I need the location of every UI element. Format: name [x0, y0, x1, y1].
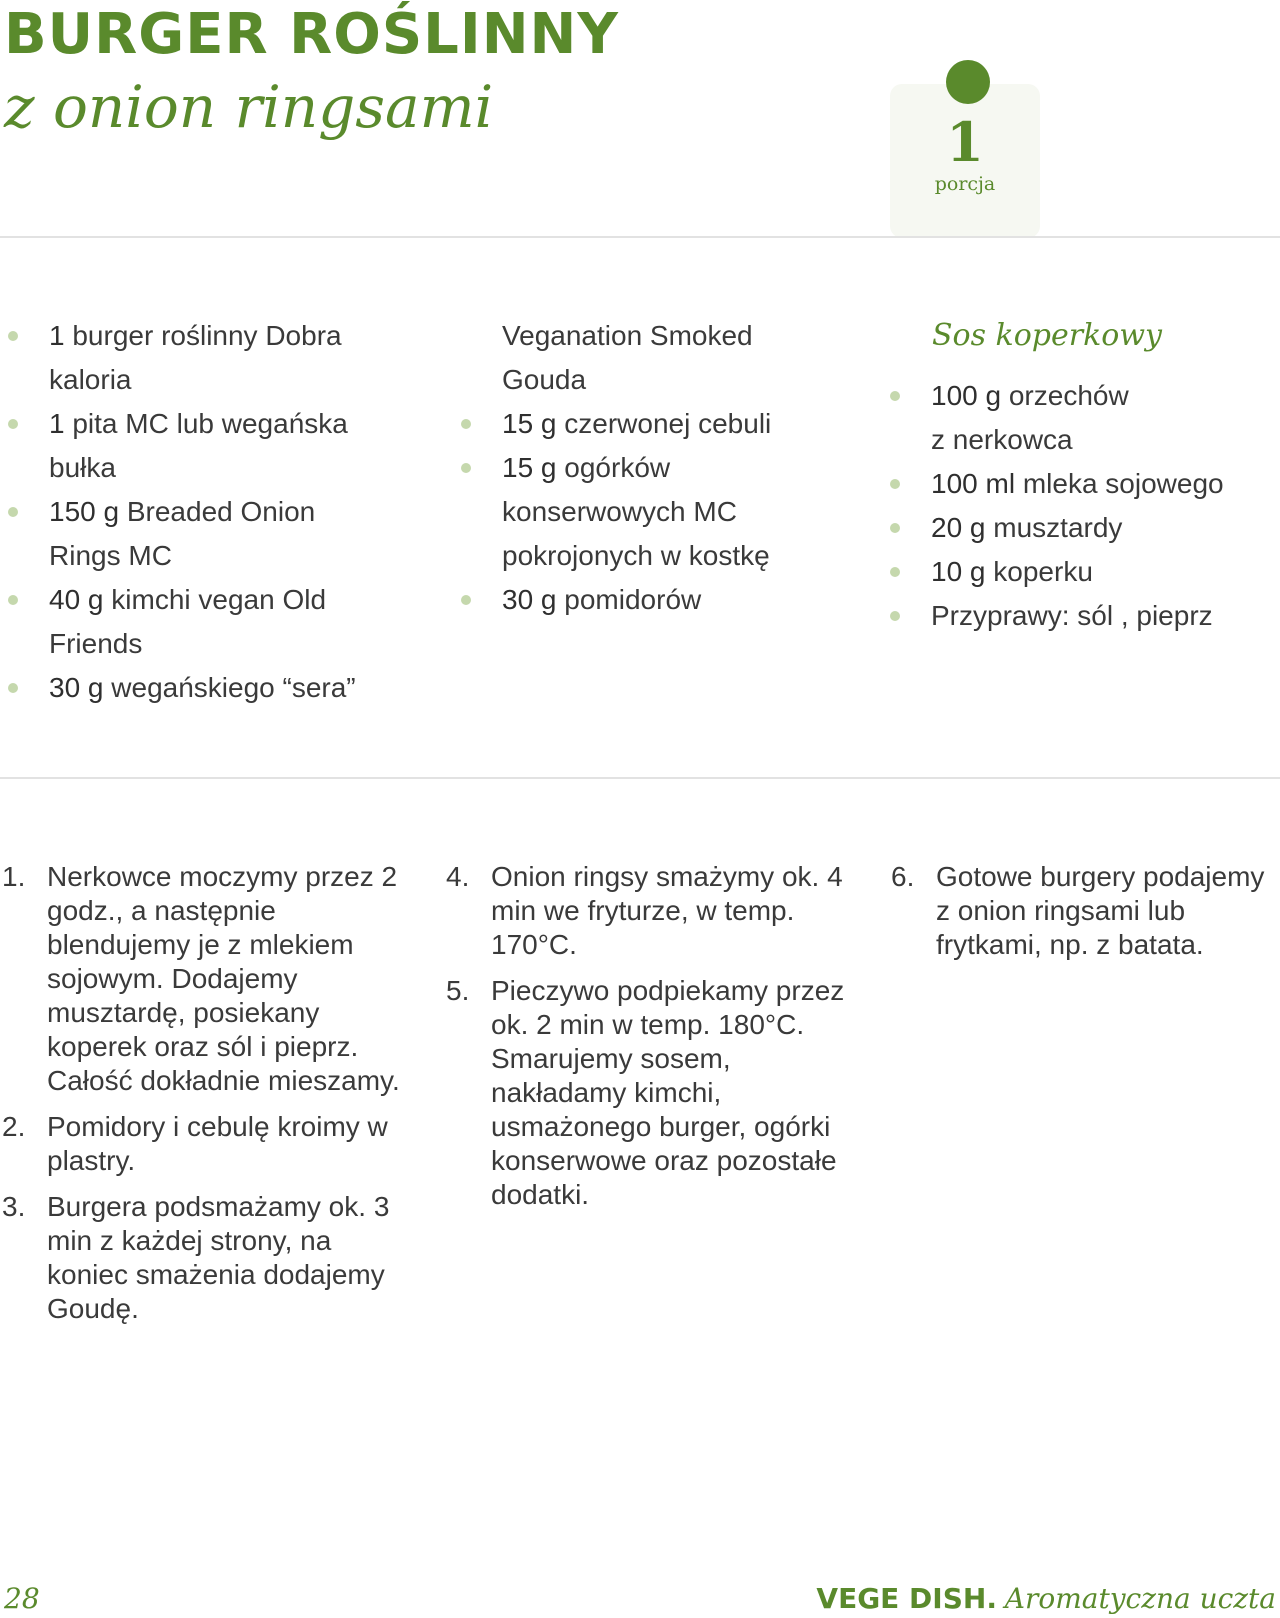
ingredient-qty: 100 g — [931, 380, 1002, 411]
ingredients-column-2 — [459, 314, 859, 622]
bullet-icon — [890, 391, 900, 401]
ingredient-item — [888, 462, 1278, 506]
servings-dot-icon — [946, 60, 990, 104]
step-number: 6. — [891, 861, 915, 892]
steps-column-2 — [446, 860, 846, 1224]
page-number: 28 — [4, 1582, 40, 1615]
bullet-icon — [890, 567, 900, 577]
servings-count: 1 — [946, 110, 984, 174]
ingredient-text: orzechów — [1001, 380, 1129, 411]
ingredient-item — [888, 550, 1278, 594]
ingredient-text: ogórków — [556, 452, 671, 483]
step-item — [446, 860, 846, 962]
ingredient-text: kimchi vegan Old — [103, 584, 327, 615]
bullet-icon — [890, 479, 900, 489]
ingredient-qty: 30 g — [49, 672, 104, 703]
step-text: Gotowe burgery podajemy z onion ringsami lub frytkami, np. z batata. — [936, 861, 1265, 960]
bullet-icon — [461, 419, 471, 429]
ingredient-item — [459, 578, 859, 622]
ingredient-text: pomidorów — [556, 584, 702, 615]
step-number: 2. — [2, 1111, 26, 1142]
ingredient-qty: 1 — [49, 320, 65, 351]
step-number: 4. — [446, 861, 470, 892]
ingredient-qty: 150 g — [49, 496, 120, 527]
step-number: 1. — [2, 861, 26, 892]
ingredient-qty: 10 g — [931, 556, 986, 587]
step-text: Burgera podsmażamy ok. 3 min z każdej strony, na koniec smażenia dodajemy Goudę. — [47, 1191, 390, 1324]
step-item — [446, 974, 846, 1212]
bullet-icon — [890, 523, 900, 533]
bullet-icon — [890, 611, 900, 621]
footer-brand — [816, 1582, 1276, 1615]
bullet-icon — [8, 595, 18, 605]
sauce-ingredients — [888, 374, 1278, 638]
step-item — [2, 1110, 402, 1178]
ingredient-text: koperku — [985, 556, 1093, 587]
section-divider — [0, 777, 1280, 779]
ingredient-text: mleka sojowego — [1015, 468, 1224, 499]
servings-label: porcja — [934, 173, 996, 195]
step-text: Onion ringsy smażymy ok. 4 min we fryturze, w temp. 170°C. — [491, 861, 843, 960]
ingredient-item — [888, 374, 1278, 418]
bullet-icon — [8, 683, 18, 693]
ingredients-column-1 — [6, 314, 406, 710]
ingredient-qty: 1 — [49, 408, 65, 439]
ingredient-item — [888, 594, 1278, 638]
ingredient-text: Breaded Onion — [119, 496, 316, 527]
bullet-icon — [8, 419, 18, 429]
recipe-title: BURGER ROŚLINNY — [4, 2, 619, 67]
ingredient-qty: 20 g — [931, 512, 986, 543]
ingredient-text: Przyprawy: sól , pieprz — [931, 600, 1213, 631]
ingredient-item — [6, 314, 406, 358]
ingredient-qty: 15 g — [502, 408, 557, 439]
ingredient-item — [459, 446, 859, 490]
step-item — [2, 860, 402, 1098]
ingredient-continuation: Veganation Smoked — [502, 320, 753, 351]
ingredient-item — [6, 402, 406, 446]
sauce-title: Sos koperkowy — [932, 318, 1162, 353]
ingredient-qty: 30 g — [502, 584, 557, 615]
step-item — [891, 860, 1271, 962]
ingredient-qty: 100 ml — [931, 468, 1016, 499]
top-divider — [0, 236, 1280, 238]
ingredient-continuation: Gouda — [502, 364, 587, 395]
ingredient-item — [6, 490, 406, 534]
ingredient-continuation: z nerkowca — [931, 424, 1073, 455]
step-text: Pomidory i cebulę kroimy w plastry. — [47, 1111, 388, 1176]
ingredient-continuation: kaloria — [49, 364, 132, 395]
bullet-icon — [461, 463, 471, 473]
bullet-icon — [8, 507, 18, 517]
ingredient-qty: 40 g — [49, 584, 104, 615]
steps-column-1 — [2, 860, 402, 1338]
ingredient-text: burger roślinny Dobra — [64, 320, 342, 351]
ingredient-qty: 15 g — [502, 452, 557, 483]
ingredient-item — [459, 402, 859, 446]
ingredient-item — [6, 578, 406, 622]
step-number: 3. — [2, 1191, 26, 1222]
brand-name: VEGE DISH. — [816, 1582, 997, 1615]
step-text: Pieczywo podpiekamy przez ok. 2 min w temp. 180°C. Smarujemy sosem, nakładamy kimchi, usmażonego burger, ogórki konserwowe oraz pozostałe dodatki. — [491, 975, 845, 1210]
brand-tagline: Aromatyczna uczta — [1004, 1582, 1276, 1615]
ingredient-text: wegańskiego “sera” — [103, 672, 356, 703]
bullet-icon — [8, 331, 18, 341]
ingredient-item — [888, 506, 1278, 550]
ingredient-continuation: Rings MC — [49, 540, 172, 571]
ingredient-text: pita MC lub wegańska — [64, 408, 348, 439]
ingredient-continuation: Friends — [49, 628, 143, 659]
recipe-subtitle: z onion ringsami — [4, 73, 494, 141]
ingredient-continuation: konserwowych MC — [502, 496, 737, 527]
bullet-icon — [461, 595, 471, 605]
ingredient-text: czerwonej cebuli — [556, 408, 772, 439]
ingredient-continuation: bułka — [49, 452, 116, 483]
step-text: Nerkowce moczymy przez 2 godz., a następnie blendujemy je z mlekiem sojowym. Dodajemy musztardę, posiekany koperek oraz sól i pieprz. Całość dokładnie mieszamy. — [47, 861, 400, 1096]
steps-column-3 — [891, 860, 1271, 974]
ingredient-continuation: pokrojonych w kostkę — [502, 540, 770, 571]
ingredient-item — [6, 666, 406, 710]
step-number: 5. — [446, 975, 470, 1006]
ingredient-text: musztardy — [985, 512, 1123, 543]
step-item — [2, 1190, 402, 1326]
